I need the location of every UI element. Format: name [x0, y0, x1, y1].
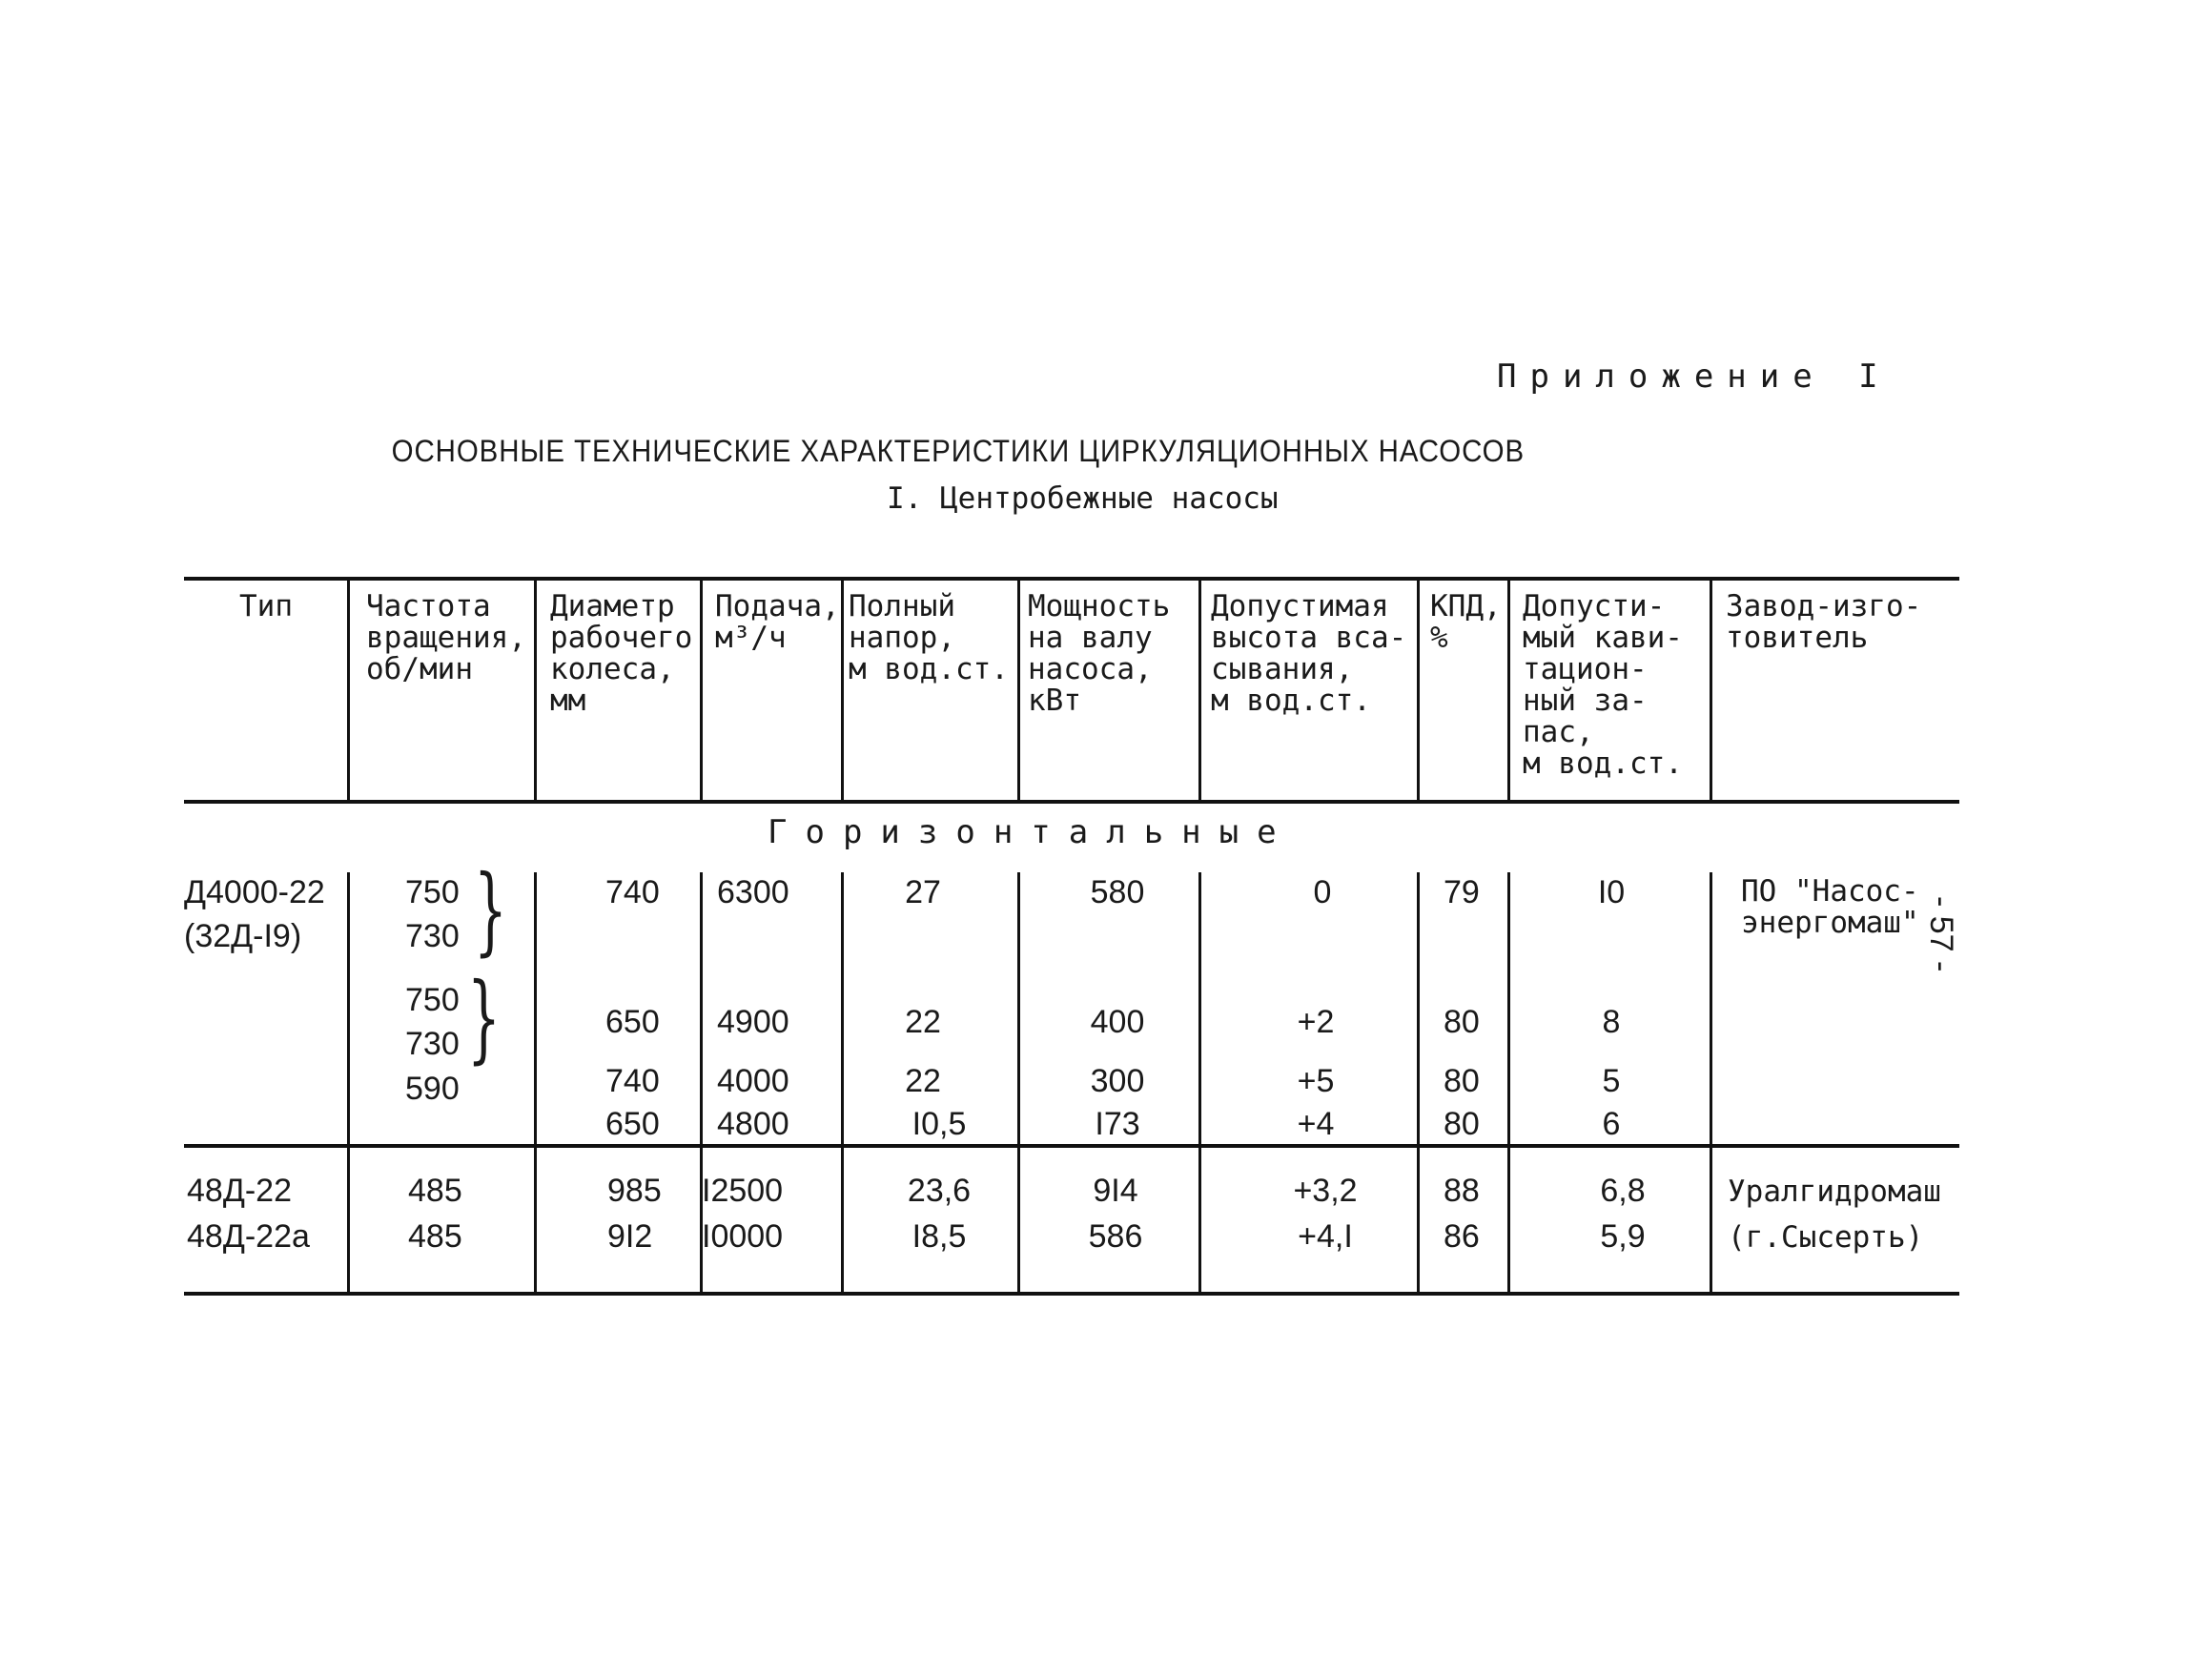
col-divider — [1417, 579, 1420, 802]
document-title — [0, 434, 2212, 469]
efficiency-cell: 86 — [1444, 1218, 1480, 1255]
col-divider — [1507, 1146, 1510, 1294]
brace-symbol: } — [467, 962, 501, 1073]
head-cell: I8,5 — [911, 1218, 967, 1255]
efficiency-cell: 88 — [1444, 1173, 1480, 1209]
suction-cell: +5 — [1297, 1063, 1335, 1099]
col-divider — [1198, 872, 1201, 1146]
flow-cell: 6300 — [717, 874, 789, 910]
type-cell: 48Д-22а — [187, 1218, 310, 1255]
table-top-rule — [184, 577, 1959, 581]
flow-cell: I0000 — [702, 1218, 784, 1255]
brace-symbol: } — [474, 854, 507, 966]
flow-cell: 4900 — [717, 1004, 789, 1040]
col-divider — [1198, 1146, 1201, 1294]
efficiency-cell: 80 — [1444, 1004, 1480, 1040]
col-divider — [1017, 872, 1020, 1146]
npsh-cell: 6 — [1602, 1106, 1621, 1142]
suction-cell: 0 — [1313, 874, 1332, 910]
col-divider — [1417, 1146, 1420, 1294]
header-flow: Подача, м³/ч — [715, 589, 840, 655]
col-divider — [1710, 579, 1712, 802]
diameter-cell: 9I2 — [607, 1218, 653, 1255]
col-divider — [534, 1146, 537, 1294]
col-divider — [534, 872, 537, 1146]
npsh-cell: 6,8 — [1600, 1173, 1646, 1209]
header-speed: Частота вращения, об/мин — [366, 589, 526, 686]
col-divider — [1017, 579, 1020, 802]
suction-cell: +3,2 — [1293, 1173, 1358, 1209]
col-divider — [700, 872, 703, 1146]
page-number: - 57 - — [1923, 896, 1959, 972]
efficiency-cell: 79 — [1444, 874, 1480, 910]
flow-cell: 4000 — [717, 1063, 789, 1099]
suction-cell: +2 — [1297, 1004, 1335, 1040]
col-divider — [534, 579, 537, 802]
col-divider — [1417, 872, 1420, 1146]
header-diameter: Диаметр рабочего колеса, мм — [550, 589, 693, 718]
npsh-cell: I0 — [1597, 874, 1626, 910]
suction-cell: +4,I — [1298, 1218, 1353, 1255]
header-bottom-rule — [184, 800, 1959, 804]
col-divider — [1710, 872, 1712, 1146]
col-divider — [347, 872, 350, 1146]
power-cell: 586 — [1088, 1218, 1143, 1255]
header-npsh: Допусти- мый кави- тацион- ный за- пас, м вод.ст. — [1523, 589, 1683, 781]
col-divider — [1198, 579, 1201, 802]
head-cell: 22 — [905, 1063, 941, 1099]
npsh-cell: 8 — [1602, 1004, 1621, 1040]
speed-cell: 485 — [408, 1173, 462, 1209]
power-cell: 580 — [1090, 874, 1145, 910]
col-divider — [1507, 872, 1510, 1146]
diameter-cell: 740 — [605, 1063, 660, 1099]
head-cell: 22 — [905, 1004, 941, 1040]
section-label: Горизонтальные — [768, 813, 1295, 851]
diameter-cell: 650 — [605, 1106, 660, 1142]
header-suction: Допустимая высота вса- сывания, м вод.ст. — [1211, 589, 1407, 718]
header-efficiency: КПД, % — [1430, 589, 1502, 655]
npsh-cell: 5 — [1602, 1063, 1621, 1099]
manufacturer-cell: (г.Сысерть) — [1728, 1220, 1924, 1255]
power-cell: 9I4 — [1093, 1173, 1138, 1209]
power-cell: 400 — [1090, 1004, 1145, 1040]
header-head: Полный напор, м вод.ст. — [849, 589, 1009, 686]
speed-cell: 750 — [405, 982, 460, 1018]
efficiency-cell: 80 — [1444, 1106, 1480, 1142]
manufacturer-cell: ПО "Насос- энергомаш" — [1741, 874, 1919, 940]
type-cell: Д4000-22 — [184, 874, 325, 910]
col-divider — [700, 579, 703, 802]
speed-cell: 750 — [405, 874, 460, 910]
header-power: Мощность на валу насоса, кВт — [1028, 589, 1171, 718]
col-divider — [1710, 1146, 1712, 1294]
col-divider — [841, 579, 844, 802]
efficiency-cell: 80 — [1444, 1063, 1480, 1099]
speed-cell: 485 — [408, 1218, 462, 1255]
flow-cell: I2500 — [702, 1173, 784, 1209]
diameter-cell: 650 — [605, 1004, 660, 1040]
speed-cell: 730 — [405, 1026, 460, 1062]
type-cell: 48Д-22 — [187, 1173, 292, 1209]
speed-cell: 730 — [405, 918, 460, 954]
col-divider — [1507, 579, 1510, 802]
appendix-label: Приложение I — [1497, 358, 1892, 396]
diameter-cell: 740 — [605, 874, 660, 910]
npsh-cell: 5,9 — [1600, 1218, 1646, 1255]
header-type: Тип — [239, 589, 293, 623]
table-bottom-rule — [184, 1292, 1959, 1296]
flow-cell: 4800 — [717, 1106, 789, 1142]
col-divider — [841, 872, 844, 1146]
diameter-cell: 985 — [607, 1173, 662, 1209]
header-manufacturer: Завод-изго- товитель — [1726, 589, 1922, 655]
speed-cell: 590 — [405, 1071, 460, 1107]
col-divider — [1017, 1146, 1020, 1294]
col-divider — [347, 579, 350, 802]
suction-cell: +4 — [1297, 1106, 1335, 1142]
power-cell: I73 — [1095, 1106, 1140, 1142]
head-cell: 27 — [905, 874, 941, 910]
type-cell: (32Д-I9) — [184, 918, 302, 954]
manufacturer-cell: Уралгидромаш — [1728, 1175, 1941, 1209]
document-title-text: ОСНОВНЫЕ ТЕХНИЧЕСКИЕ ХАРАКТЕРИСТИКИ ЦИРКУЛЯЦИОННЫХ НАСОСОВ — [391, 434, 1526, 468]
group-divider-rule — [184, 1144, 1959, 1148]
table-subtitle: I. Центробежные насосы — [887, 481, 1279, 516]
col-divider — [841, 1146, 844, 1294]
head-cell: I0,5 — [911, 1106, 967, 1142]
power-cell: 300 — [1090, 1063, 1145, 1099]
col-divider — [347, 1146, 350, 1294]
head-cell: 23,6 — [907, 1173, 972, 1209]
